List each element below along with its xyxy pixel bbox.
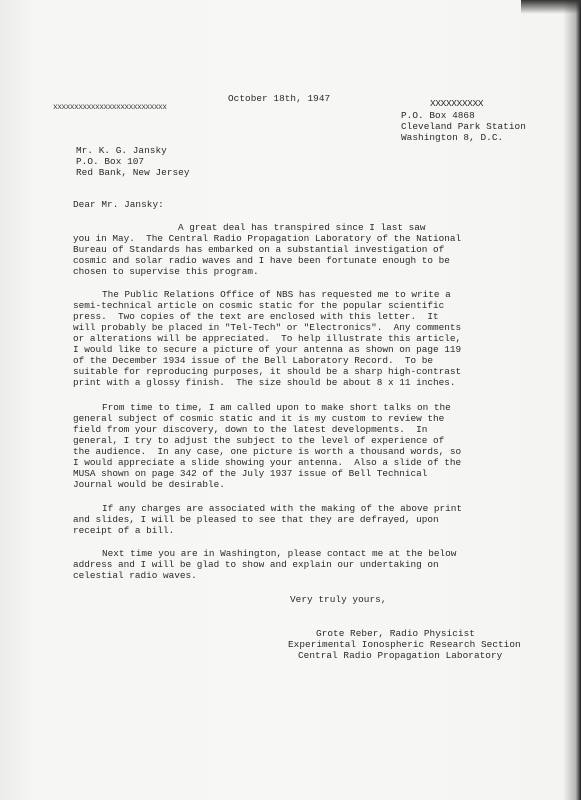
- paragraph-5-line-3: celestial radio waves.: [73, 570, 197, 581]
- paragraph-1-line-4: cosmic and solar radio waves and I have been fortunate enough to be: [73, 255, 450, 266]
- paragraph-1-line-5: chosen to supervise this program.: [73, 266, 259, 277]
- scan-edge-shadow: [563, 0, 581, 800]
- paragraph-4-line-2: and slides, I will be pleased to see that they are defrayed, upon: [73, 514, 439, 525]
- paragraph-5-line-1: Next time you are in Washington, please contact me at the below: [102, 548, 457, 559]
- closing: Very truly yours,: [290, 594, 387, 605]
- paragraph-1-line-3: Bureau of Standards has embarked on a substantial investigation of: [73, 244, 445, 255]
- paragraph-3-line-5: the audience. In any case, one picture is worth a thousand words, so: [73, 446, 462, 457]
- paragraph-3-line-6: I would appreciate a slide showing your antenna. Also a slide of the: [73, 457, 462, 468]
- paragraph-3-line-3: field from your discovery, down to the latest developments. In: [73, 424, 428, 435]
- paragraph-2-line-2: semi-technical article on cosmic static for the popular scientific: [73, 300, 445, 311]
- paragraph-3-line-7: MUSA shown on page 342 of the July 1937 issue of Bell Technical: [73, 468, 428, 479]
- paragraph-3-line-1: From time to time, I am called upon to make short talks on the: [102, 402, 451, 413]
- paragraph-2-line-9: print with a glossy finish. The size should be about 8 x 11 inches.: [73, 377, 456, 388]
- paragraph-2-line-5: or alterations will be appreciated. To help illustrate this article,: [73, 333, 462, 344]
- letter-date: October 18th, 1947: [228, 93, 331, 104]
- paragraph-2-line-3: press. Two copies of the text are enclosed with this letter. It: [73, 311, 439, 322]
- paragraph-4-line-1: If any charges are associated with the making of the above print: [102, 503, 463, 514]
- scan-corner-shadow: [521, 0, 581, 14]
- struck-header-line: xxxxxxxxxxxxxxxxxxxxxxxxxxx: [53, 103, 167, 112]
- paragraph-5-line-2: address and I will be glad to show and explain our undertaking on: [73, 559, 439, 570]
- recipient-line-3: Red Bank, New Jersey: [76, 167, 190, 178]
- paragraph-2-line-4: will probably be placed in "Tel-Tech" or "Electronics". Any comments: [73, 322, 462, 333]
- sender-address-line-3: Washington 8, D.C.: [401, 132, 504, 143]
- paragraph-2-line-1: The Public Relations Office of NBS has requested me to write a: [102, 289, 451, 300]
- recipient-line-1: Mr. K. G. Jansky: [76, 145, 167, 156]
- signature-laboratory: Central Radio Propagation Laboratory: [298, 650, 503, 661]
- paragraph-1-line-1: A great deal has transpired since I last saw: [178, 222, 426, 233]
- paragraph-2-line-8: suitable for reproducing purposes, it should be a sharp high-contrast: [73, 366, 462, 377]
- sender-address-line-2: Cleveland Park Station: [401, 121, 526, 132]
- signature-name: Grote Reber, Radio Physicist: [316, 628, 475, 639]
- paragraph-2-line-7: of the December 1934 issue of the Bell Laboratory Record. To be: [73, 355, 434, 366]
- sender-struck-line: XXXXXXXXXX: [430, 98, 484, 109]
- paragraph-4-line-3: receipt of a bill.: [73, 525, 175, 536]
- paragraph-3-line-2: general subject of cosmic static and it is my custom to review the: [73, 413, 445, 424]
- paragraph-2-line-6: I would like to secure a picture of your antenna as shown on page 119: [73, 344, 462, 355]
- paragraph-1-line-2: you in May. The Central Radio Propagation Laboratory of the National: [73, 233, 462, 244]
- paragraph-3-line-8: Journal would be desirable.: [73, 479, 225, 490]
- recipient-line-2: P.O. Box 107: [76, 156, 145, 167]
- salutation: Dear Mr. Jansky:: [73, 199, 164, 210]
- paragraph-3-line-4: general, I try to adjust the subject to the level of experience of: [73, 435, 445, 446]
- signature-section: Experimental Ionospheric Research Section: [288, 639, 521, 650]
- sender-address-line-1: P.O. Box 4868: [401, 110, 475, 121]
